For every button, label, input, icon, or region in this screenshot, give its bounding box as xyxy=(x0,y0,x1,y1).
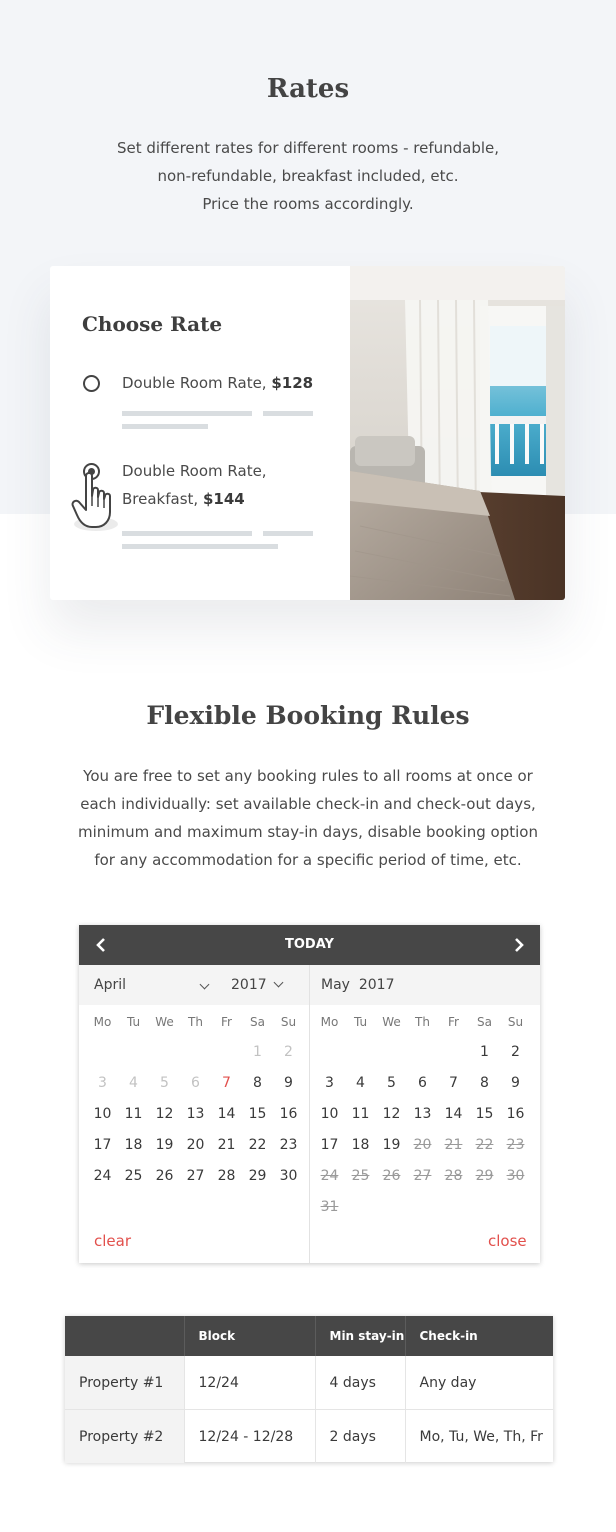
table-header-cell: Block xyxy=(184,1316,315,1356)
calendar-day: 28 xyxy=(444,1168,463,1184)
weekday-label: Mo xyxy=(93,1015,112,1029)
table-header-cell xyxy=(65,1316,184,1356)
calendar-day[interactable]: 6 xyxy=(191,1075,200,1091)
calendar-day[interactable]: 4 xyxy=(129,1075,138,1091)
weekday-label: Su xyxy=(280,1015,297,1029)
weekday-label: Tu xyxy=(353,1015,368,1029)
hand-pointer-cursor-icon xyxy=(70,466,124,536)
calendar-day[interactable]: 13 xyxy=(186,1106,205,1122)
calendar-day: 25 xyxy=(351,1168,370,1184)
choose-rate-title: Choose Rate xyxy=(82,312,223,336)
rate-options-panel xyxy=(50,266,350,600)
calendar-day[interactable]: 7 xyxy=(222,1075,231,1091)
calendar-day[interactable]: 15 xyxy=(248,1106,267,1122)
date-range-calendar xyxy=(79,925,540,1263)
calendar-day[interactable]: 23 xyxy=(279,1137,298,1153)
calendar-day[interactable]: 15 xyxy=(475,1106,494,1122)
calendar-day[interactable]: 19 xyxy=(382,1137,401,1153)
calendar-day[interactable]: 7 xyxy=(449,1075,458,1091)
calendar-day[interactable]: 12 xyxy=(382,1106,401,1122)
calendar-day: 21 xyxy=(444,1137,463,1153)
calendar-day: 23 xyxy=(506,1137,525,1153)
prev-month-button[interactable] xyxy=(81,925,121,965)
weekday-label: Mo xyxy=(320,1015,339,1029)
table-cell: Any day xyxy=(405,1356,553,1410)
weekday-label: Th xyxy=(188,1015,203,1029)
calendar-day: 24 xyxy=(320,1168,339,1184)
placeholder-line xyxy=(263,411,313,416)
booking-rules-title: Flexible Booking Rules xyxy=(146,701,470,730)
calendar-day[interactable]: 8 xyxy=(480,1075,489,1091)
calendar-day[interactable]: 1 xyxy=(480,1044,489,1060)
calendar-day: 27 xyxy=(413,1168,432,1184)
table-cell: 2 days xyxy=(315,1410,405,1464)
table-cell: 4 days xyxy=(315,1356,405,1410)
year-chevron-down-icon xyxy=(273,978,283,988)
calendar-day[interactable]: 26 xyxy=(155,1168,174,1184)
calendar-day[interactable]: 5 xyxy=(160,1075,169,1091)
calendar-day[interactable]: 2 xyxy=(511,1044,520,1060)
calendar-day[interactable]: 19 xyxy=(155,1137,174,1153)
calendar-day[interactable]: 11 xyxy=(124,1106,143,1122)
table-cell: 12/24 xyxy=(184,1356,315,1410)
right-month-label: May 2017 xyxy=(321,977,395,993)
table-cell: Property #1 xyxy=(65,1356,184,1410)
calendar-day[interactable]: 10 xyxy=(93,1106,112,1122)
weekday-label: Su xyxy=(507,1015,524,1029)
calendar-day[interactable]: 16 xyxy=(506,1106,525,1122)
rate-radio-double-room[interactable] xyxy=(83,375,100,392)
placeholder-line xyxy=(122,424,208,429)
calendar-day[interactable]: 20 xyxy=(186,1137,205,1153)
calendar-day[interactable]: 8 xyxy=(253,1075,262,1091)
calendar-day[interactable]: 9 xyxy=(511,1075,520,1091)
rates-title: Rates xyxy=(266,74,350,104)
calendar-day[interactable]: 21 xyxy=(217,1137,236,1153)
weekday-label: Tu xyxy=(126,1015,141,1029)
calendar-day[interactable]: 18 xyxy=(351,1137,370,1153)
calendar-day[interactable]: 12 xyxy=(155,1106,174,1122)
weekday-label: We xyxy=(382,1015,401,1029)
calendar-day[interactable]: 22 xyxy=(248,1137,267,1153)
booking-rules-table xyxy=(65,1316,553,1462)
calendar-day[interactable]: 1 xyxy=(253,1044,262,1060)
table-cell: Property #2 xyxy=(65,1410,184,1464)
choose-rate-card xyxy=(50,266,565,600)
calendar-day[interactable]: 2 xyxy=(284,1044,293,1060)
calendar-day[interactable]: 4 xyxy=(356,1075,365,1091)
calendar-day: 22 xyxy=(475,1137,494,1153)
calendar-header xyxy=(79,925,540,965)
placeholder-line xyxy=(122,531,252,536)
year-select[interactable]: 2017 xyxy=(231,965,291,1005)
calendar-day[interactable]: 30 xyxy=(279,1168,298,1184)
weekday-label: Th xyxy=(415,1015,430,1029)
placeholder-line xyxy=(122,411,252,416)
placeholder-line xyxy=(122,544,278,549)
weekday-label: We xyxy=(155,1015,174,1029)
calendar-divider xyxy=(309,965,310,1263)
calendar-day[interactable]: 17 xyxy=(320,1137,339,1153)
booking-rules-description: You are free to set any booking rules to all rooms at once or each individually: set available check-in and check-out days, minimum and maximum stay-in days, disable booking option for any accommodation for a specific period of time, etc. xyxy=(78,767,538,869)
next-month-button[interactable] xyxy=(499,925,539,965)
calendar-day: 29 xyxy=(475,1168,494,1184)
today-button[interactable]: TODAY xyxy=(285,937,334,952)
hotel-room-photo xyxy=(350,266,565,600)
calendar-day: 30 xyxy=(506,1168,525,1184)
calendar-day[interactable]: 3 xyxy=(325,1075,334,1091)
calendar-day[interactable]: 14 xyxy=(444,1106,463,1122)
calendar-day[interactable]: 28 xyxy=(217,1168,236,1184)
calendar-day[interactable]: 13 xyxy=(413,1106,432,1122)
calendar-day[interactable]: 29 xyxy=(248,1168,267,1184)
rate-option-double-room-breakfast[interactable]: Double Room Rate, Breakfast, $144 xyxy=(122,462,267,508)
calendar-day: 20 xyxy=(413,1137,432,1153)
calendar-day[interactable]: 5 xyxy=(387,1075,396,1091)
placeholder-line xyxy=(263,531,313,536)
calendar-day[interactable]: 18 xyxy=(124,1137,143,1153)
close-button[interactable]: close xyxy=(488,1232,527,1250)
clear-button[interactable]: clear xyxy=(94,1232,132,1250)
rate-option-double-room[interactable]: Double Room Rate, $128 xyxy=(122,374,314,392)
weekday-label: Sa xyxy=(477,1015,492,1029)
rates-description: Set different rates for different rooms - refundable, non-refundable, breakfast included, etc. Price the rooms accordingly. xyxy=(116,139,500,213)
table-row xyxy=(65,1356,553,1410)
weekday-label: Sa xyxy=(250,1015,265,1029)
calendar-day: 26 xyxy=(382,1168,401,1184)
calendar-day[interactable]: 10 xyxy=(320,1106,339,1122)
table-cell: 12/24 - 12/28 xyxy=(184,1410,315,1464)
table-header-cell: Check-in xyxy=(405,1316,553,1356)
calendar-day[interactable]: 25 xyxy=(124,1168,143,1184)
calendar-day[interactable]: 11 xyxy=(351,1106,370,1122)
calendar-day[interactable]: 6 xyxy=(418,1075,427,1091)
table-cell: Mo, Tu, We, Th, Fr xyxy=(405,1410,553,1464)
table-header-row xyxy=(65,1316,553,1356)
calendar-day: 31 xyxy=(320,1199,339,1215)
chevron-left-icon xyxy=(95,937,107,953)
table-header-cell: Min stay-in xyxy=(315,1316,405,1356)
calendar-day[interactable]: 27 xyxy=(186,1168,205,1184)
table-row xyxy=(65,1410,553,1464)
weekday-label: Fr xyxy=(221,1015,232,1029)
calendar-day[interactable]: 24 xyxy=(93,1168,112,1184)
chevron-right-icon xyxy=(513,937,525,953)
weekday-label: Fr xyxy=(448,1015,459,1029)
calendar-day[interactable]: 9 xyxy=(284,1075,293,1091)
month-select[interactable]: April xyxy=(94,977,126,993)
calendar-day[interactable]: 17 xyxy=(93,1137,112,1153)
calendar-day[interactable]: 16 xyxy=(279,1106,298,1122)
calendar-day[interactable]: 3 xyxy=(98,1075,107,1091)
calendar-day[interactable]: 14 xyxy=(217,1106,236,1122)
